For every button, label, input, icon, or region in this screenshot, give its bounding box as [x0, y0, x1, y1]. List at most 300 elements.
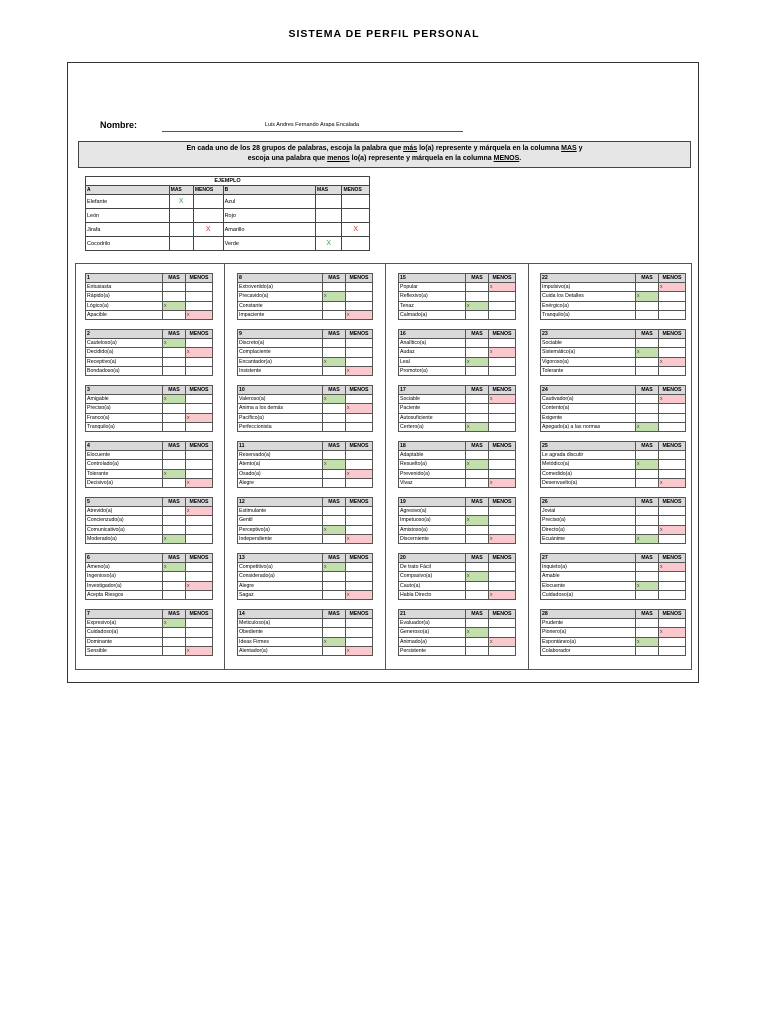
mas-checkbox[interactable]: x [163, 339, 186, 348]
menos-checkbox[interactable] [186, 563, 213, 572]
example-a-header: A [86, 186, 170, 195]
mas-checkbox[interactable] [323, 451, 346, 460]
menos-checkbox[interactable] [659, 646, 686, 655]
menos-checkbox[interactable]: x [346, 534, 373, 543]
word-group-table [85, 273, 213, 320]
word-row [541, 292, 686, 301]
menos-checkbox[interactable] [186, 525, 213, 534]
menos-checkbox[interactable] [346, 628, 373, 637]
menos-checkbox[interactable] [659, 310, 686, 319]
mas-checkbox[interactable] [323, 310, 346, 319]
mas-checkbox[interactable]: x [323, 637, 346, 646]
word-group-table [85, 553, 213, 600]
word-row [238, 413, 373, 422]
mas-checkbox[interactable] [323, 581, 346, 590]
mas-checkbox[interactable] [163, 451, 186, 460]
mas-checkbox[interactable]: x [636, 422, 659, 431]
menos-checkbox[interactable] [346, 301, 373, 310]
menos-checkbox[interactable] [346, 283, 373, 292]
menos-checkbox[interactable] [489, 292, 516, 301]
mas-checkbox[interactable] [636, 366, 659, 375]
mas-checkbox[interactable] [163, 590, 186, 599]
menos-checkbox[interactable] [489, 422, 516, 431]
mas-checkbox[interactable] [323, 572, 346, 581]
mas-checkbox[interactable] [466, 310, 489, 319]
menos-checkbox[interactable] [346, 525, 373, 534]
word-label: Tenaz [399, 301, 466, 310]
menos-checkbox[interactable] [186, 469, 213, 478]
menos-checkbox[interactable] [659, 301, 686, 310]
menos-checkbox[interactable]: x [186, 348, 213, 357]
mas-checkbox[interactable] [323, 366, 346, 375]
mas-column-header: MAS [163, 386, 186, 395]
column-divider [528, 264, 529, 669]
menos-checkbox[interactable]: x [489, 395, 516, 404]
menos-checkbox[interactable]: x [346, 590, 373, 599]
mas-checkbox[interactable]: x [323, 563, 346, 572]
mas-checkbox[interactable] [163, 516, 186, 525]
menos-checkbox[interactable] [489, 451, 516, 460]
mas-checkbox[interactable] [323, 590, 346, 599]
menos-checkbox[interactable]: x [346, 469, 373, 478]
menos-checkbox[interactable]: x [346, 310, 373, 319]
example-menos-header: MENOS [342, 186, 370, 195]
menos-checkbox[interactable] [659, 516, 686, 525]
mas-checkbox[interactable] [163, 422, 186, 431]
menos-checkbox[interactable] [489, 310, 516, 319]
menos-checkbox[interactable] [346, 339, 373, 348]
word-row [238, 637, 373, 646]
menos-checkbox[interactable]: x [659, 395, 686, 404]
menos-checkbox[interactable]: x [659, 478, 686, 487]
menos-checkbox[interactable] [659, 590, 686, 599]
menos-checkbox[interactable] [489, 646, 516, 655]
word-row [541, 525, 686, 534]
mas-checkbox[interactable] [636, 395, 659, 404]
word-row [238, 283, 373, 292]
mas-checkbox[interactable] [323, 619, 346, 628]
menos-column-header: MENOS [659, 386, 686, 395]
mas-checkbox[interactable] [466, 348, 489, 357]
menos-checkbox[interactable] [659, 581, 686, 590]
mas-checkbox[interactable] [636, 413, 659, 422]
menos-checkbox[interactable] [186, 366, 213, 375]
mas-checkbox[interactable] [636, 590, 659, 599]
menos-checkbox[interactable]: x [346, 646, 373, 655]
mas-checkbox[interactable] [466, 563, 489, 572]
mas-checkbox[interactable] [636, 646, 659, 655]
menos-checkbox[interactable]: x [659, 563, 686, 572]
mas-checkbox[interactable]: x [636, 581, 659, 590]
mas-checkbox[interactable]: x [466, 572, 489, 581]
mas-checkbox[interactable] [163, 404, 186, 413]
group-number: 14 [238, 610, 323, 619]
word-row [238, 590, 373, 599]
word-row [238, 357, 373, 366]
menos-checkbox[interactable] [346, 451, 373, 460]
menos-checkbox[interactable] [346, 637, 373, 646]
menos-column-header: MENOS [659, 498, 686, 507]
mas-checkbox[interactable] [163, 525, 186, 534]
profile-form [67, 62, 699, 683]
mas-checkbox[interactable] [323, 469, 346, 478]
menos-checkbox[interactable] [346, 563, 373, 572]
menos-checkbox[interactable] [346, 413, 373, 422]
mas-checkbox[interactable]: x [323, 460, 346, 469]
mas-checkbox[interactable] [466, 292, 489, 301]
menos-checkbox[interactable] [346, 478, 373, 487]
mas-checkbox[interactable]: x [466, 460, 489, 469]
word-label: Reflexivo(a) [399, 292, 466, 301]
mas-checkbox[interactable] [163, 646, 186, 655]
mas-checkbox[interactable] [323, 301, 346, 310]
menos-checkbox[interactable] [346, 422, 373, 431]
word-label: Gentil [238, 516, 323, 525]
word-label: Acepta Riesgos [86, 590, 163, 599]
mas-checkbox[interactable]: x [636, 534, 659, 543]
mas-checkbox[interactable] [163, 366, 186, 375]
menos-checkbox[interactable] [186, 301, 213, 310]
word-label: Contento(a) [541, 404, 636, 413]
word-label: Extrovertido(a) [238, 283, 323, 292]
word-row [541, 310, 686, 319]
word-row [238, 404, 373, 413]
word-row [399, 301, 516, 310]
mas-checkbox[interactable]: x [636, 348, 659, 357]
word-row [86, 292, 213, 301]
word-label: Precavido(a) [238, 292, 323, 301]
mas-checkbox[interactable] [323, 478, 346, 487]
word-row [238, 516, 373, 525]
menos-checkbox[interactable]: x [186, 310, 213, 319]
menos-checkbox[interactable] [186, 590, 213, 599]
example-mas-cell [169, 209, 193, 223]
word-label: Constante [238, 301, 323, 310]
menos-checkbox[interactable] [659, 637, 686, 646]
menos-checkbox[interactable]: x [489, 478, 516, 487]
menos-checkbox[interactable] [489, 619, 516, 628]
menos-checkbox[interactable]: x [346, 366, 373, 375]
menos-column-header: MENOS [659, 330, 686, 339]
mas-checkbox[interactable]: x [636, 637, 659, 646]
menos-checkbox[interactable] [186, 460, 213, 469]
menos-column-header: MENOS [186, 498, 213, 507]
word-label: Alegre [238, 581, 323, 590]
mas-checkbox[interactable] [163, 478, 186, 487]
menos-checkbox[interactable] [346, 348, 373, 357]
mas-checkbox[interactable]: x [323, 357, 346, 366]
menos-checkbox[interactable] [489, 460, 516, 469]
mas-checkbox[interactable]: x [163, 301, 186, 310]
menos-checkbox[interactable] [186, 572, 213, 581]
mas-checkbox[interactable] [323, 534, 346, 543]
menos-checkbox[interactable] [489, 628, 516, 637]
menos-checkbox[interactable] [659, 469, 686, 478]
mas-checkbox[interactable] [636, 301, 659, 310]
mas-checkbox[interactable] [163, 460, 186, 469]
menos-checkbox[interactable]: x [489, 534, 516, 543]
mas-checkbox[interactable] [163, 572, 186, 581]
example-menos-cell [342, 209, 370, 223]
menos-checkbox[interactable] [659, 619, 686, 628]
mas-checkbox[interactable] [466, 619, 489, 628]
menos-checkbox[interactable]: x [489, 283, 516, 292]
menos-checkbox[interactable] [489, 581, 516, 590]
word-label: Obediente [238, 628, 323, 637]
menos-checkbox[interactable]: x [489, 348, 516, 357]
mas-checkbox[interactable] [466, 478, 489, 487]
mas-checkbox[interactable]: x [466, 301, 489, 310]
mas-checkbox[interactable]: x [323, 292, 346, 301]
mas-checkbox[interactable] [323, 348, 346, 357]
mas-checkbox[interactable] [163, 628, 186, 637]
mas-checkbox[interactable] [466, 525, 489, 534]
mas-checkbox[interactable] [466, 413, 489, 422]
menos-checkbox[interactable] [489, 366, 516, 375]
mas-checkbox[interactable] [323, 413, 346, 422]
mas-checkbox[interactable]: x [636, 460, 659, 469]
mas-checkbox[interactable] [636, 451, 659, 460]
mas-checkbox[interactable]: x [163, 469, 186, 478]
word-label: Calmado(a) [399, 310, 466, 319]
menos-checkbox[interactable] [186, 292, 213, 301]
menos-checkbox[interactable]: x [186, 646, 213, 655]
mas-checkbox[interactable]: x [466, 422, 489, 431]
menos-checkbox[interactable] [186, 422, 213, 431]
menos-checkbox[interactable] [489, 572, 516, 581]
word-label: Leal [399, 357, 466, 366]
word-row [238, 395, 373, 404]
mas-checkbox[interactable] [163, 507, 186, 516]
mas-checkbox[interactable] [636, 310, 659, 319]
word-label: Dominante [86, 637, 163, 646]
name-underline [162, 131, 463, 132]
mas-checkbox[interactable] [466, 339, 489, 348]
menos-column-header: MENOS [489, 330, 516, 339]
word-label: Encantador(a) [238, 357, 323, 366]
mas-checkbox[interactable] [636, 507, 659, 516]
mas-checkbox[interactable] [323, 339, 346, 348]
word-row [399, 581, 516, 590]
menos-checkbox[interactable] [186, 619, 213, 628]
word-row [541, 469, 686, 478]
word-row [541, 534, 686, 543]
mas-checkbox[interactable] [163, 283, 186, 292]
mas-checkbox[interactable] [636, 339, 659, 348]
group-number: 6 [86, 554, 163, 563]
menos-checkbox[interactable] [659, 292, 686, 301]
mas-checkbox[interactable] [466, 581, 489, 590]
menos-checkbox[interactable] [186, 404, 213, 413]
mas-checkbox[interactable] [466, 404, 489, 413]
mas-checkbox[interactable] [466, 395, 489, 404]
word-row [86, 525, 213, 534]
mas-checkbox[interactable] [163, 348, 186, 357]
column-divider [224, 264, 225, 669]
menos-column-header: MENOS [186, 554, 213, 563]
menos-checkbox[interactable] [346, 516, 373, 525]
mas-checkbox[interactable]: x [163, 534, 186, 543]
mas-checkbox[interactable] [163, 357, 186, 366]
mas-checkbox[interactable]: x [323, 525, 346, 534]
word-row [541, 572, 686, 581]
mas-checkbox[interactable] [163, 581, 186, 590]
menos-checkbox[interactable] [346, 357, 373, 366]
mas-checkbox[interactable]: x [466, 628, 489, 637]
word-group-table [540, 609, 686, 656]
word-group-table [237, 609, 373, 656]
group-number: 24 [541, 386, 636, 395]
mas-checkbox[interactable]: x [163, 563, 186, 572]
menos-checkbox[interactable] [489, 563, 516, 572]
menos-checkbox[interactable]: x [659, 525, 686, 534]
menos-column-header: MENOS [346, 330, 373, 339]
mas-checkbox[interactable] [636, 404, 659, 413]
mas-checkbox[interactable] [323, 646, 346, 655]
menos-checkbox[interactable]: x [186, 507, 213, 516]
mas-checkbox[interactable] [163, 310, 186, 319]
mas-checkbox[interactable] [636, 469, 659, 478]
mas-checkbox[interactable] [466, 534, 489, 543]
menos-checkbox[interactable] [659, 507, 686, 516]
mas-checkbox[interactable] [163, 413, 186, 422]
mas-checkbox[interactable] [636, 563, 659, 572]
menos-checkbox[interactable] [489, 413, 516, 422]
word-row [238, 469, 373, 478]
word-label: Adaptable [399, 451, 466, 460]
mas-checkbox[interactable] [636, 525, 659, 534]
example-menos-cell [342, 237, 370, 251]
mas-checkbox[interactable] [466, 590, 489, 599]
word-row [86, 283, 213, 292]
word-row [86, 451, 213, 460]
mas-checkbox[interactable]: x [323, 395, 346, 404]
menos-checkbox[interactable] [186, 395, 213, 404]
menos-checkbox[interactable] [346, 460, 373, 469]
mas-checkbox[interactable] [636, 357, 659, 366]
mas-checkbox[interactable] [163, 292, 186, 301]
menos-checkbox[interactable] [346, 572, 373, 581]
menos-checkbox[interactable] [186, 283, 213, 292]
word-label: Preciso(a) [541, 516, 636, 525]
mas-checkbox[interactable] [466, 366, 489, 375]
example-menos-cell [342, 195, 370, 209]
mas-checkbox[interactable] [636, 628, 659, 637]
menos-checkbox[interactable] [489, 525, 516, 534]
menos-checkbox[interactable] [186, 628, 213, 637]
menos-checkbox[interactable]: x [659, 283, 686, 292]
menos-checkbox[interactable] [659, 404, 686, 413]
mas-checkbox[interactable] [636, 516, 659, 525]
menos-checkbox[interactable] [186, 357, 213, 366]
example-word: León [86, 209, 170, 223]
mas-checkbox[interactable] [466, 637, 489, 646]
mas-checkbox[interactable] [636, 478, 659, 487]
word-group-table [85, 385, 213, 432]
menos-checkbox[interactable] [489, 357, 516, 366]
example-row [86, 209, 370, 223]
mas-checkbox[interactable]: x [163, 395, 186, 404]
menos-checkbox[interactable] [489, 404, 516, 413]
menos-checkbox[interactable] [659, 348, 686, 357]
menos-checkbox[interactable] [659, 534, 686, 543]
word-row [86, 637, 213, 646]
word-label: Investigador(a) [86, 581, 163, 590]
menos-checkbox[interactable]: x [659, 628, 686, 637]
menos-checkbox[interactable] [346, 395, 373, 404]
mas-checkbox[interactable] [323, 507, 346, 516]
menos-checkbox[interactable] [659, 413, 686, 422]
word-row [541, 366, 686, 375]
menos-checkbox[interactable] [186, 516, 213, 525]
menos-checkbox[interactable] [659, 572, 686, 581]
mas-checkbox[interactable] [466, 451, 489, 460]
menos-checkbox[interactable] [659, 422, 686, 431]
menos-checkbox[interactable] [346, 507, 373, 516]
menos-checkbox[interactable]: x [346, 404, 373, 413]
mas-checkbox[interactable] [466, 469, 489, 478]
mas-checkbox[interactable]: x [466, 357, 489, 366]
mas-checkbox[interactable]: x [466, 516, 489, 525]
menos-checkbox[interactable] [659, 339, 686, 348]
mas-checkbox[interactable] [466, 507, 489, 516]
menos-checkbox[interactable]: x [186, 413, 213, 422]
menos-checkbox[interactable]: x [659, 357, 686, 366]
menos-checkbox[interactable]: x [186, 478, 213, 487]
mas-checkbox[interactable] [323, 283, 346, 292]
menos-checkbox[interactable]: x [489, 590, 516, 599]
mas-checkbox[interactable] [323, 628, 346, 637]
menos-checkbox[interactable] [489, 516, 516, 525]
example-word: Azul [223, 195, 315, 209]
menos-checkbox[interactable] [186, 339, 213, 348]
menos-checkbox[interactable] [489, 301, 516, 310]
menos-checkbox[interactable] [659, 366, 686, 375]
menos-checkbox[interactable] [659, 460, 686, 469]
menos-checkbox[interactable] [489, 469, 516, 478]
menos-checkbox[interactable] [489, 339, 516, 348]
menos-checkbox[interactable] [659, 451, 686, 460]
mas-checkbox[interactable] [636, 572, 659, 581]
menos-checkbox[interactable] [346, 619, 373, 628]
word-label: Tolerante [86, 469, 163, 478]
menos-column-header: MENOS [186, 442, 213, 451]
menos-checkbox[interactable] [186, 451, 213, 460]
mas-checkbox[interactable] [163, 637, 186, 646]
menos-checkbox[interactable] [489, 507, 516, 516]
mas-checkbox[interactable] [323, 404, 346, 413]
mas-checkbox[interactable] [323, 516, 346, 525]
word-groups-grid [75, 263, 692, 670]
mas-checkbox[interactable] [323, 422, 346, 431]
word-row [541, 395, 686, 404]
mas-checkbox[interactable]: x [163, 619, 186, 628]
name-field[interactable]: Luis Andres Fernando Arapa Encalada [264, 122, 360, 128]
mas-checkbox[interactable] [466, 646, 489, 655]
menos-checkbox[interactable] [186, 534, 213, 543]
mas-checkbox[interactable] [636, 283, 659, 292]
mas-checkbox[interactable] [636, 619, 659, 628]
menos-checkbox[interactable]: x [489, 637, 516, 646]
menos-checkbox[interactable] [346, 292, 373, 301]
menos-checkbox[interactable] [346, 581, 373, 590]
word-label: Autosuficiente [399, 413, 466, 422]
mas-checkbox[interactable] [466, 283, 489, 292]
menos-checkbox[interactable]: x [186, 581, 213, 590]
mas-checkbox[interactable]: x [636, 292, 659, 301]
word-label: Moderado(a) [86, 534, 163, 543]
menos-checkbox[interactable] [186, 637, 213, 646]
